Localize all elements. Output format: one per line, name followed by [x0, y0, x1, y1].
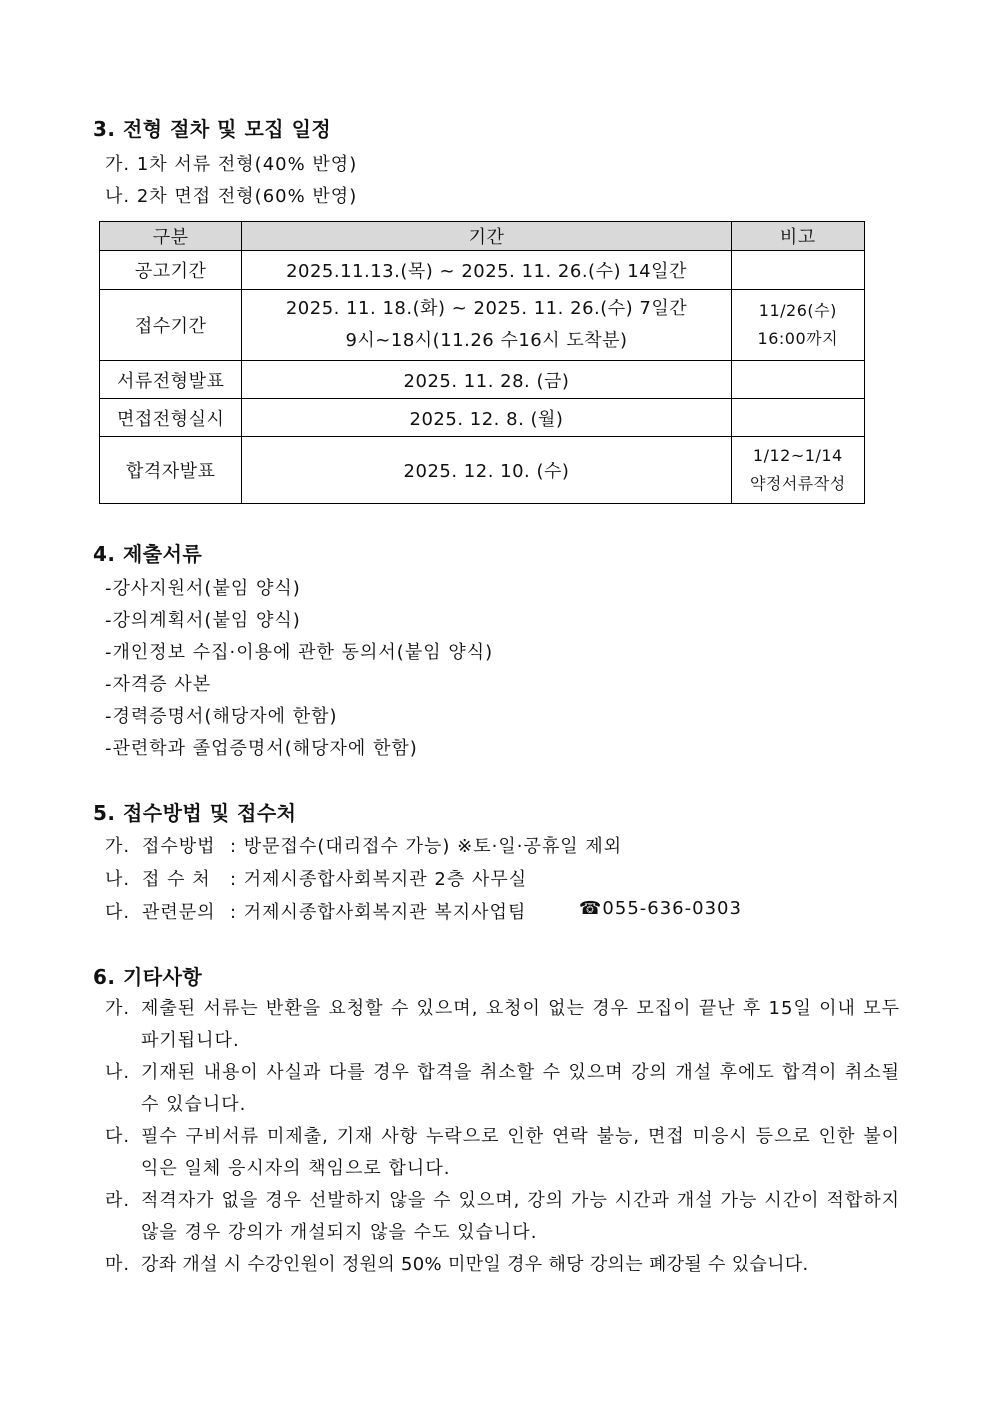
note-line-2: 16:00까지: [757, 329, 839, 348]
inquiry-value: : 거제시종합사회복지관 복지사업팀: [230, 902, 527, 923]
table-row: [100, 290, 865, 361]
note-item: [105, 1057, 900, 1121]
place-label: 접 수 처: [142, 869, 211, 890]
section3-title: 3. 전형 절차 및 모집 일정: [93, 117, 332, 141]
row-label: 접수기간: [100, 290, 242, 361]
method-label: 접수방법: [142, 836, 216, 857]
row-period: 2025.11.13.(목) ~ 2025. 11. 26.(수) 14일간: [242, 251, 731, 290]
row-note: [731, 251, 864, 290]
note-text: 기재된 내용이 사실과 다를 경우 합격을 취소할 수 있으며 강의 개설 후에도 합격이 취소될 수 있습니다.: [141, 1062, 900, 1115]
note-text: 강좌 개설 시 수강인원이 정원의 50% 미만일 경우 해당 강의는 폐강될 수 있습니다.: [141, 1254, 809, 1275]
phone-icon: ☎: [579, 898, 603, 919]
note-line-1: 1/12~1/14: [752, 446, 843, 465]
table-row: [100, 437, 865, 504]
document-item: -자격증 사본: [105, 674, 212, 695]
table-row: [100, 251, 865, 290]
period-line-2: 9시~18시(11.26 수16시 도착분): [345, 330, 628, 351]
document-item: -강사지원서(붙임 양식): [105, 578, 301, 599]
note-line-2: 약정서류작성: [749, 474, 846, 493]
section3-item-2: 나. 2차 면접 전형(60% 반영): [105, 186, 358, 207]
table-row: [100, 399, 865, 437]
row-period: 2025. 12. 8. (월): [242, 399, 731, 437]
note-line-1: 11/26(수): [758, 301, 837, 320]
document-item: -개인정보 수집·이용에 관한 동의서(붙임 양식): [105, 642, 494, 663]
header-period: 기간: [242, 222, 731, 251]
inquiry-label: 관련문의: [142, 902, 216, 923]
inquiry-marker: 다.: [105, 902, 131, 923]
place-value: : 거제시종합사회복지관 2층 사무실: [230, 869, 528, 890]
method-marker: 가.: [105, 836, 131, 857]
section4-title: 4. 제출서류: [93, 542, 203, 566]
note-item: [105, 993, 900, 1057]
table-header-row: [100, 222, 865, 251]
row-label: 서류전형발표: [100, 361, 242, 399]
note-text: 제출된 서류는 반환을 요청할 수 있으며, 요청이 없는 경우 모집이 끝난 후 15일 이내 모두 파기됩니다.: [141, 998, 900, 1051]
note-marker: 가.: [105, 998, 131, 1019]
section6-title: 6. 기타사항: [93, 965, 203, 989]
header-note: 비고: [731, 222, 864, 251]
document-item: -경력증명서(해당자에 한함): [105, 706, 338, 727]
note-text: 적격자가 없을 경우 선발하지 않을 수 있으며, 강의 가능 시간과 개설 가능 시간이 적합하지 않을 경우 강의가 개설되지 않을 수도 있습니다.: [141, 1190, 900, 1243]
row-period: [242, 290, 731, 361]
table-row: [100, 361, 865, 399]
note-item: [105, 1185, 900, 1249]
schedule-table: [99, 221, 865, 504]
document-item: -강의계획서(붙임 양식): [105, 610, 301, 631]
row-note: [731, 290, 864, 361]
note-item: [105, 1121, 900, 1185]
phone-number: 055-636-0303: [602, 898, 742, 919]
row-period: 2025. 12. 10. (수): [242, 437, 731, 504]
note-text: 필수 구비서류 미제출, 기재 사항 누락으로 인한 연락 불능, 면접 미응시 등으로 인한 불이익은 일체 응시자의 책임으로 합니다.: [141, 1126, 900, 1179]
row-label: 합격자발표: [100, 437, 242, 504]
period-line-1: 2025. 11. 18.(화) ~ 2025. 11. 26.(수) 7일간: [285, 298, 688, 319]
document-item: -관련학과 졸업증명서(해당자에 한함): [105, 738, 418, 759]
row-label: 면접전형실시: [100, 399, 242, 437]
note-item: [105, 1249, 900, 1281]
row-note: [731, 361, 864, 399]
row-note: [731, 399, 864, 437]
row-label: 공고기간: [100, 251, 242, 290]
note-marker: 다.: [105, 1126, 131, 1147]
place-marker: 나.: [105, 869, 131, 890]
row-note: [731, 437, 864, 504]
note-marker: 마.: [105, 1254, 131, 1275]
row-period: 2025. 11. 28. (금): [242, 361, 731, 399]
section3-item-1: 가. 1차 서류 전형(40% 반영): [105, 154, 358, 175]
section5-title: 5. 접수방법 및 접수처: [93, 801, 297, 825]
method-value: : 방문접수(대리접수 가능) ※토·일·공휴일 제외: [230, 836, 623, 857]
header-category: 구분: [100, 222, 242, 251]
note-marker: 라.: [105, 1190, 131, 1211]
note-marker: 나.: [105, 1062, 131, 1083]
